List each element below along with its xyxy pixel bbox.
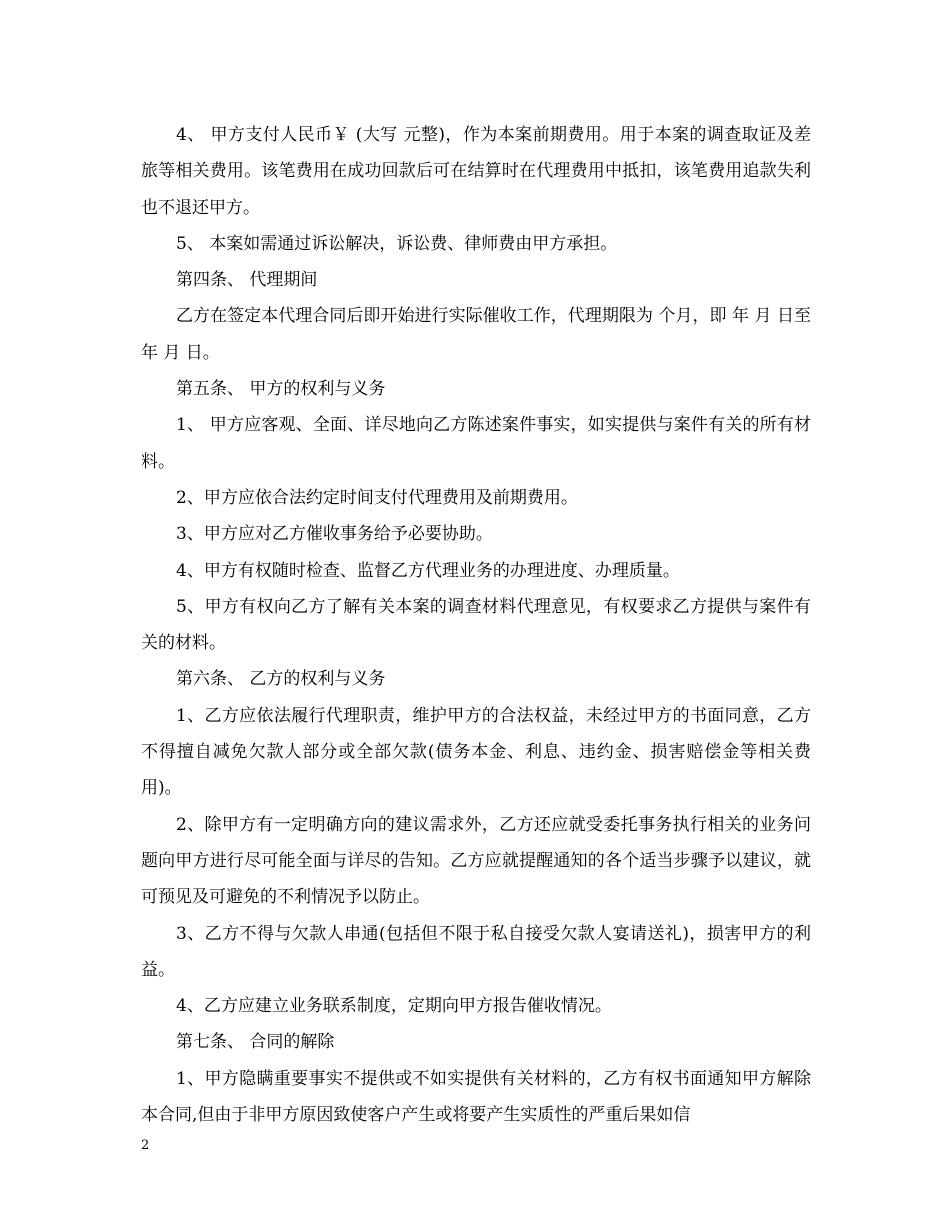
heading-article-7: 第七条、 合同的解除 xyxy=(176,1032,335,1053)
paragraph-party-a-5: 5、甲方有权向乙方了解有关本案的调查材料代理意见，有权要求乙方提供与案件有关的材料。 xyxy=(141,596,811,654)
page-number: 2 xyxy=(141,1138,150,1153)
heading-article-4: 第四条、 代理期间 xyxy=(176,270,318,291)
paragraph-party-a-1: 1、 甲方应客观、全面、详尽地向乙方陈述案件事实，如实提供与案件有关的所有材料。 xyxy=(141,415,811,472)
paragraph-party-b-2: 2、除甲方有一定明确方向的建议需求外，乙方还应就受委托事务执行相关的业务问题向甲方进行尽可能全面与详尽的告知。乙方应就提醒通知的各个适当步骤予以建议，就可预见及可避免的不利情况予以防止。 xyxy=(141,814,811,908)
paragraph-fee-5: 5、 本案如需通过诉讼解决，诉讼费、律师费由甲方承担。 xyxy=(176,233,618,254)
paragraph-fee-4: 4、 甲方支付人民币￥ (大写 元整)，作为本案前期费用。用于本案的调查取证及差旅等相关费用。该笔费用在成功回款后可在结算时在代理费用中抵扣，该笔费用追款失利也不退还甲方。 xyxy=(141,125,811,218)
paragraph-party-b-1: 1、乙方应依法履行代理职责，维护甲方的合法权益，未经过甲方的书面同意，乙方不得擅自减免欠款人部分或全部欠款(债务本金、利息、违约金、损害赔偿金等相关费用)。 xyxy=(141,705,811,799)
paragraph-party-a-3: 3、甲方应对乙方催收事务给予必要协助。 xyxy=(176,524,493,545)
heading-article-6: 第六条、 乙方的权利与义务 xyxy=(176,669,386,690)
paragraph-party-a-4: 4、甲方有权随时检查、监督乙方代理业务的办理进度、办理质量。 xyxy=(176,560,680,581)
paragraph-party-a-2: 2、甲方应依合法约定时间支付代理费用及前期费用。 xyxy=(176,487,578,508)
paragraph-termination-1: 1、甲方隐瞒重要事实不提供或不如实提供有关材料的，乙方有权书面通知甲方解除本合同,但由于非甲方原因致使客户产生或将要产生实质性的严重后果如信 xyxy=(141,1068,811,1126)
paragraph-party-b-3: 3、乙方不得与欠款人串通(包括但不限于私自接受欠款人宴请送礼)，损害甲方的利益。 xyxy=(141,923,811,980)
paragraph-agency-period: 乙方在签定本代理合同后即开始进行实际催收工作，代理期限为 个月，即 年 月 日至 年 月 日。 xyxy=(141,306,811,363)
paragraph-party-b-4: 4、乙方应建立业务联系制度，定期向甲方报告催收情况。 xyxy=(176,996,612,1017)
heading-article-5: 第五条、 甲方的权利与义务 xyxy=(176,379,386,400)
document-body xyxy=(141,117,811,1133)
